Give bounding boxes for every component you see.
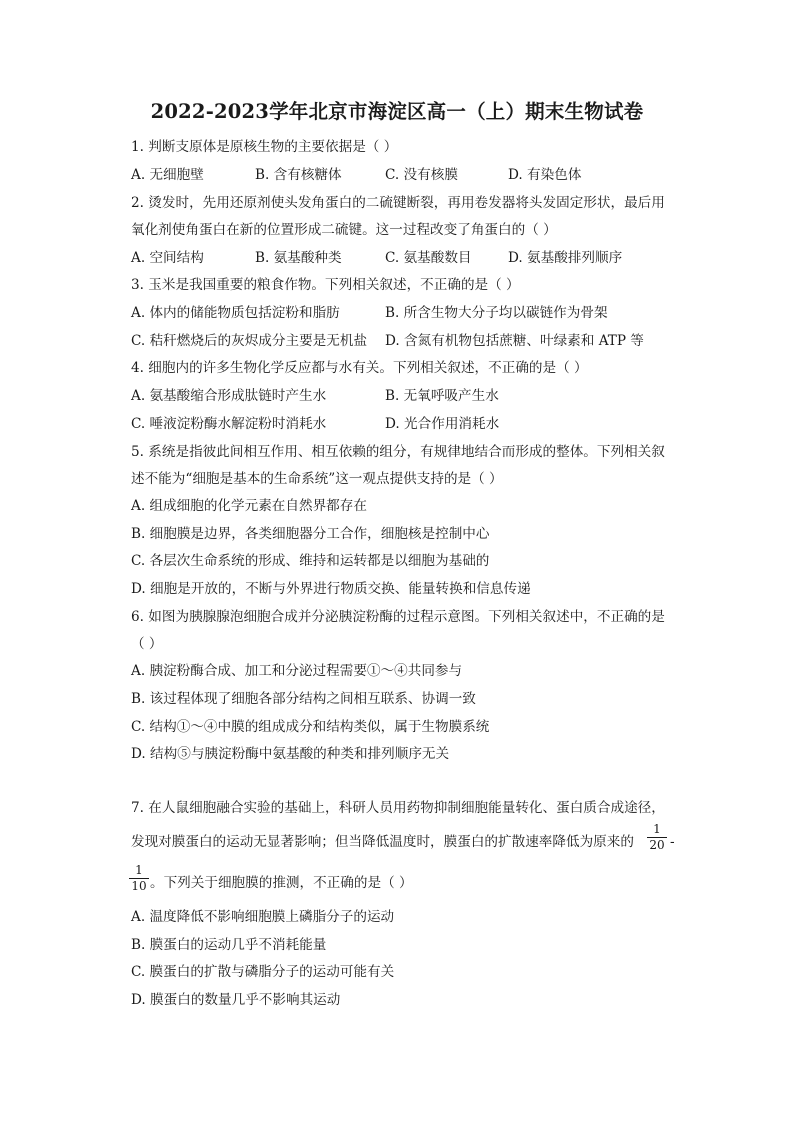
question-2-stem-line-2: 氧化剂使角蛋白在新的位置形成二硫键。这一过程改变了角蛋白的（ ） (131, 222, 557, 238)
question-6-option-a: A. 胰淀粉酶合成、加工和分泌过程需要①～④共同参与 (131, 663, 463, 679)
question-7-stem-line-3: 。下列关于细胞膜的推测，不正确的是（ ） (150, 875, 413, 891)
question-4-option-d: D. 光合作用消耗水 (385, 416, 500, 432)
fraction-one-twentieth (647, 823, 667, 852)
question-6-stem-line-2: （ ） (131, 636, 163, 652)
question-7-stem-line-2: 发现对膜蛋白的运动无显著影响；但当降低温度时，膜蛋白的扩散速率降低为原来的 (131, 834, 634, 850)
question-4-option-a: A. 氨基酸缩合形成肽链时产生水 (131, 388, 327, 404)
question-2-option-b: B. 氨基酸种类 (255, 250, 342, 266)
fraction-numerator: 1 (653, 822, 661, 836)
question-7-stem-line-1: 7. 在人鼠细胞融合实验的基础上，科研人员用药物抑制细胞能量转化、蛋白质合成途径， (131, 800, 665, 816)
question-1-option-c: C. 没有核膜 (385, 167, 458, 183)
question-5-option-d: D. 细胞是开放的，不断与外界进行物质交换、能量转换和信息传递 (131, 581, 531, 597)
question-2-stem-line-1: 2. 烫发时，先用还原剂使头发角蛋白的二硫键断裂，再用卷发器将头发固定形状，最后用 (131, 195, 665, 211)
page-title: 2022-2023学年北京市海淀区高一（上）期末生物试卷 (150, 100, 644, 123)
question-7-option-a: A. 温度降低不影响细胞膜上磷脂分子的运动 (131, 909, 395, 925)
question-1-stem: 1. 判断支原体是原核生物的主要依据是（ ） (131, 139, 398, 155)
fraction-denominator: 10 (131, 879, 147, 893)
question-6-stem-line-1: 6. 如图为胰腺腺泡细胞合成并分泌胰淀粉酶的过程示意图。下列相关叙述中，不正确的是 (131, 609, 665, 625)
fraction-numerator: 1 (135, 863, 143, 877)
question-1-option-a: A. 无细胞壁 (131, 167, 204, 183)
question-2-option-d: D. 氨基酸排列顺序 (508, 250, 623, 266)
question-5-option-b: B. 细胞膜是边界，各类细胞器分工合作，细胞核是控制中心 (131, 526, 490, 542)
question-3-option-d: D. 含氮有机物包括蔗糖、叶绿素和 ATP 等 (385, 333, 644, 349)
question-1-option-d: D. 有染色体 (508, 167, 582, 183)
question-6-option-d: D. 结构⑤与胰淀粉酶中氨基酸的种类和排列顺序无关 (131, 746, 450, 762)
question-3-option-a: A. 体内的储能物质包括淀粉和脂肪 (131, 305, 340, 321)
question-5-stem-line-2: 述不能为“细胞是基本的生命系统”这一观点提供支持的是（ ） (131, 471, 503, 487)
question-7-option-d: D. 膜蛋白的数量几乎不影响其运动 (131, 992, 341, 1008)
question-6-option-c: C. 结构①～④中膜的组成成分和结构类似，属于生物膜系统 (131, 719, 490, 735)
question-4-option-b: B. 无氧呼吸产生水 (385, 388, 499, 404)
question-3-option-b: B. 所含生物大分子均以碳链作为骨架 (385, 305, 608, 321)
question-5-stem-line-1: 5. 系统是指彼此间相互作用、相互依赖的组分，有规律地结合而形成的整体。下列相关叙 (131, 444, 665, 460)
question-6-option-b: B. 该过程体现了细胞各部分结构之间相互联系、协调一致 (131, 691, 476, 707)
fraction-one-tenth (129, 864, 149, 893)
question-7-option-b: B. 膜蛋白的运动几乎不消耗能量 (131, 937, 327, 953)
question-3-stem: 3. 玉米是我国重要的粮食作物。下列相关叙述，不正确的是（ ） (131, 277, 520, 293)
question-4-option-c: C. 唾液淀粉酶水解淀粉时消耗水 (131, 416, 327, 432)
question-5-option-c: C. 各层次生命系统的形成、维持和运转都是以细胞为基础的 (131, 553, 490, 569)
question-4-stem: 4. 细胞内的许多生物化学反应都与水有关。下列相关叙述，不正确的是（ ） (131, 360, 588, 376)
fraction-denominator: 20 (649, 838, 665, 852)
question-3-option-c: C. 秸秆燃烧后的灰烬成分主要是无机盐 (131, 333, 368, 349)
question-2-option-a: A. 空间结构 (131, 250, 204, 266)
question-5-option-a: A. 组成细胞的化学元素在自然界都存在 (131, 498, 367, 514)
question-2-option-c: C. 氨基酸数目 (385, 250, 472, 266)
question-1-option-b: B. 含有核糖体 (255, 167, 342, 183)
question-7-option-c: C. 膜蛋白的扩散与磷脂分子的运动可能有关 (131, 964, 395, 980)
range-dash: - (670, 834, 675, 850)
